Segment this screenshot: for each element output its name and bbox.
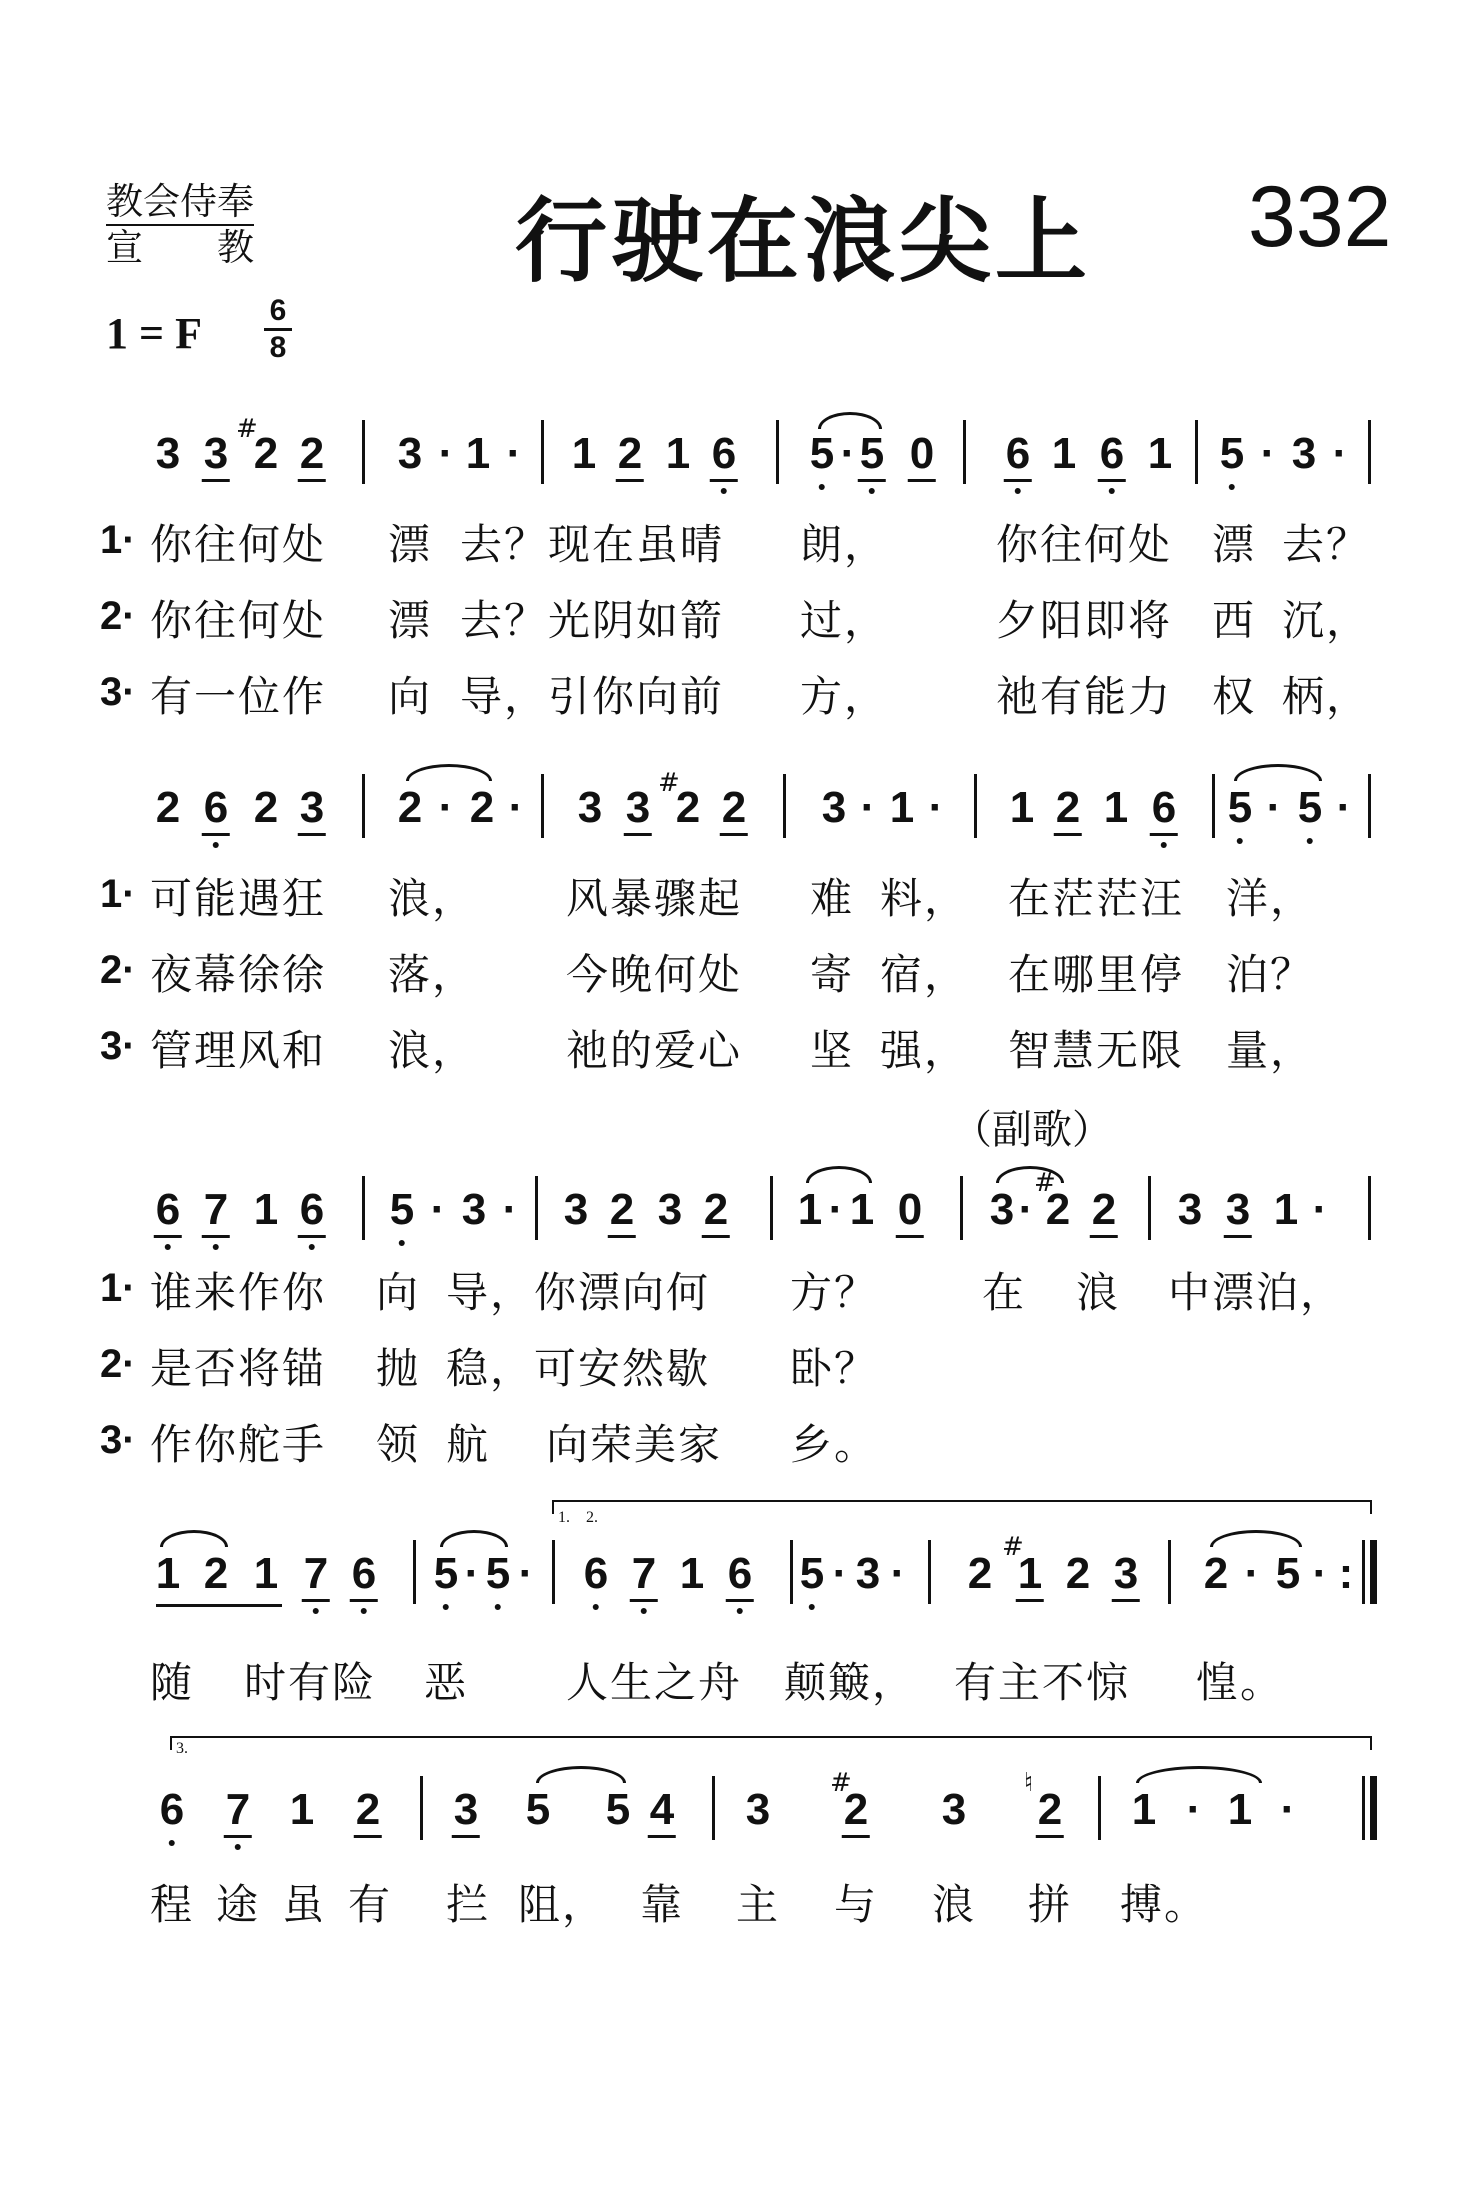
- note: 1: [1147, 429, 1173, 478]
- barline: [552, 1540, 555, 1604]
- lyric: 导，你漂向何: [446, 1268, 711, 1317]
- barline: [1098, 1776, 1101, 1840]
- note: 6: [351, 1549, 377, 1598]
- note: 6: [1099, 429, 1125, 478]
- barline: [1168, 1540, 1171, 1604]
- lyric: 量，: [1226, 1026, 1315, 1075]
- sharp-accidental: #: [830, 1768, 852, 1798]
- lyric: 主: [736, 1880, 781, 1929]
- volta-label: 3.: [176, 1740, 188, 1757]
- note: 3: [657, 1185, 683, 1234]
- note: 3: [989, 1185, 1015, 1234]
- lyric: 漂: [388, 520, 433, 569]
- time-sig-bottom: 8: [269, 331, 287, 364]
- barline: [362, 1176, 365, 1240]
- note: 2: [469, 783, 495, 832]
- lyric: 中漂泊，: [1168, 1268, 1345, 1317]
- note: 1: [253, 1185, 279, 1234]
- verse-number: 1·: [100, 1266, 136, 1310]
- note: 1: [1273, 1185, 1299, 1234]
- lyric: 有一位作: [150, 672, 327, 721]
- chorus-label: （副歌）: [952, 1107, 1112, 1153]
- note: 2: [299, 429, 325, 478]
- note: 2: [721, 783, 747, 832]
- lyric: 难: [810, 874, 855, 923]
- lyric: 抛: [376, 1344, 421, 1393]
- dot: ·: [1244, 1549, 1260, 1598]
- dot: ·: [860, 783, 876, 832]
- note: 5: [1227, 783, 1253, 832]
- note: 5: [1219, 429, 1245, 478]
- verse-number: 2·: [100, 948, 136, 992]
- dot: ·: [1266, 783, 1282, 832]
- note: 5: [389, 1185, 415, 1234]
- lyric: 漂: [1212, 520, 1257, 569]
- dot: ·: [438, 783, 454, 832]
- note: 2: [203, 1549, 229, 1598]
- note: 1: [1051, 429, 1077, 478]
- note: 5: [799, 1549, 825, 1598]
- lyric: 今晚何处: [566, 950, 743, 999]
- barline: [928, 1540, 931, 1604]
- lyric: 你往何处: [150, 596, 327, 645]
- barline: [1148, 1176, 1151, 1240]
- note: 2: [1037, 1785, 1063, 1834]
- tie: [1136, 1766, 1262, 1783]
- dot: ·: [430, 1185, 446, 1234]
- lyric: 向荣美家: [546, 1420, 723, 1469]
- lyric: 颠簸，: [784, 1658, 917, 1707]
- lyric: 料，: [880, 874, 969, 923]
- lyric: 在: [982, 1268, 1027, 1317]
- dot: ·: [464, 1549, 480, 1598]
- note: 1: [849, 1185, 875, 1234]
- lyric: 智慧无限: [1008, 1026, 1185, 1075]
- note: 5: [809, 429, 835, 478]
- category-line-2: 宣 教: [106, 226, 254, 269]
- lyric: 宿，: [880, 950, 969, 999]
- barline: [413, 1540, 416, 1604]
- barline: [776, 420, 779, 484]
- lyric: 靠: [640, 1880, 685, 1929]
- note: 2: [1065, 1549, 1091, 1598]
- dot: ·: [506, 429, 522, 478]
- lyric: 在茫茫汪: [1008, 874, 1185, 923]
- time-sig-top: 6: [269, 294, 287, 327]
- note: 3: [855, 1549, 881, 1598]
- dot: ·: [828, 1185, 844, 1234]
- lyric: 你往何处: [150, 520, 327, 569]
- dot: ·: [502, 1185, 518, 1234]
- note: 2: [617, 429, 643, 478]
- dot: ·: [1312, 1185, 1328, 1234]
- barline: [783, 774, 786, 838]
- dot: ·: [1186, 1785, 1202, 1834]
- note: 2: [155, 783, 181, 832]
- note: 1: [1103, 783, 1129, 832]
- note: 1: [679, 1549, 705, 1598]
- note: 3: [821, 783, 847, 832]
- note: 6: [583, 1549, 609, 1598]
- note: 2: [1055, 783, 1081, 832]
- sharp-accidental: #: [236, 414, 258, 444]
- dot: ·: [840, 429, 856, 478]
- note: 1: [1009, 783, 1035, 832]
- barline: [362, 420, 365, 484]
- note: 3: [745, 1785, 771, 1834]
- note: 5: [485, 1549, 511, 1598]
- note: 3: [625, 783, 651, 832]
- tie: [440, 1530, 508, 1547]
- lyric: 卧？: [790, 1344, 879, 1393]
- lyric: 在哪里停: [1008, 950, 1185, 999]
- lyric: 拼: [1028, 1880, 1073, 1929]
- dot: ·: [1336, 783, 1352, 832]
- lyric: 是否将锚: [150, 1344, 327, 1393]
- note: 2: [703, 1185, 729, 1234]
- dot: ·: [1018, 1185, 1034, 1234]
- final-barline: [1370, 1540, 1377, 1604]
- barline: [712, 1776, 715, 1840]
- barline: [960, 1176, 963, 1240]
- dot: ·: [518, 1549, 534, 1598]
- note: 1: [465, 429, 491, 478]
- barline: [535, 1176, 538, 1240]
- sharp-accidental: #: [658, 768, 680, 798]
- verse-number: 2·: [100, 1342, 136, 1386]
- lyric: 泊？: [1226, 950, 1315, 999]
- note: 6: [299, 1185, 325, 1234]
- final-barline: [1362, 1540, 1365, 1604]
- lyric: 你往何处: [996, 520, 1173, 569]
- note: 2: [355, 1785, 381, 1834]
- barline: [1195, 420, 1198, 484]
- hymn-title: 行驶在浪尖上: [515, 188, 1092, 295]
- lyric: 朗，: [800, 520, 889, 569]
- note: 2: [609, 1185, 635, 1234]
- note: 6: [159, 1785, 185, 1834]
- lyric: 过，: [800, 596, 889, 645]
- lyric: 途: [216, 1880, 261, 1929]
- tie: [1234, 764, 1322, 781]
- hymn-number: 332: [1248, 169, 1392, 265]
- note: 7: [203, 1185, 229, 1234]
- dot: ·: [1312, 1549, 1328, 1598]
- note: 3: [299, 783, 325, 832]
- verse-number: 1·: [100, 872, 136, 916]
- lyric: 权: [1212, 672, 1257, 721]
- note: 1: [253, 1549, 279, 1598]
- barline: [1368, 774, 1371, 838]
- lyric: 阻，: [518, 1880, 607, 1929]
- note: 2: [967, 1549, 993, 1598]
- lyric: 管理风和: [150, 1026, 327, 1075]
- dot: ·: [928, 783, 944, 832]
- lyric: 乡。: [790, 1420, 879, 1469]
- lyric: 作你舵手: [150, 1420, 327, 1469]
- note: 5: [859, 429, 885, 478]
- lyric: 有主不惊: [954, 1658, 1131, 1707]
- note: 2: [253, 429, 279, 478]
- lyric: 随: [150, 1658, 195, 1707]
- note: 6: [155, 1185, 181, 1234]
- lyric: 风暴骤起: [566, 874, 743, 923]
- lyric: 西: [1212, 596, 1257, 645]
- note: 1: [1017, 1549, 1043, 1598]
- note: 5: [433, 1549, 459, 1598]
- lyric: 导，引你向前: [460, 672, 725, 721]
- lyric: 稳，可安然歇: [446, 1344, 711, 1393]
- lyric: 恶: [424, 1658, 469, 1707]
- note: 2: [1091, 1185, 1117, 1234]
- dot: ·: [508, 783, 524, 832]
- note: 3: [1291, 429, 1317, 478]
- note: 5: [525, 1785, 551, 1834]
- note: 3: [397, 429, 423, 478]
- lyric: 与: [834, 1880, 879, 1929]
- lyric: 方？: [790, 1268, 879, 1317]
- final-barline: [1370, 1776, 1377, 1840]
- note: 7: [631, 1549, 657, 1598]
- barline: [963, 420, 966, 484]
- lyric: 方，: [800, 672, 889, 721]
- note: 7: [225, 1785, 251, 1834]
- barline: [362, 774, 365, 838]
- note: 1: [155, 1549, 181, 1598]
- note: 6: [1005, 429, 1031, 478]
- dot: ·: [438, 429, 454, 478]
- lyric: 寄: [810, 950, 855, 999]
- sharp-accidental: #: [1002, 1532, 1024, 1562]
- natural-accidental: ♮: [1024, 1768, 1034, 1798]
- verse-number: 2·: [100, 594, 136, 638]
- note: 1: [289, 1785, 315, 1834]
- lyric: 向: [376, 1268, 421, 1317]
- barline: [1212, 774, 1215, 838]
- note: 1: [665, 429, 691, 478]
- barline: [541, 420, 544, 484]
- beam: [156, 1604, 282, 1607]
- lyric: 搏。: [1120, 1880, 1209, 1929]
- lyric: 时有险: [244, 1658, 377, 1707]
- note: 3: [1113, 1549, 1139, 1598]
- lyric: 程: [150, 1880, 195, 1929]
- note: 2: [1203, 1549, 1229, 1598]
- note: 2: [397, 783, 423, 832]
- note: 1: [1131, 1785, 1157, 1834]
- note: 0: [909, 429, 935, 478]
- lyric: 去？现在虽晴: [460, 520, 725, 569]
- note: 6: [1151, 783, 1177, 832]
- sharp-accidental: #: [1034, 1168, 1056, 1198]
- note: 7: [303, 1549, 329, 1598]
- note: 3: [577, 783, 603, 832]
- note: 1: [571, 429, 597, 478]
- lyric: 谁来作你: [150, 1268, 327, 1317]
- lyric: 去？光阴如箭: [460, 596, 725, 645]
- lyric: 虽: [282, 1880, 327, 1929]
- verse-number: 3·: [100, 1418, 136, 1462]
- note: 5: [1275, 1549, 1301, 1598]
- note: 6: [727, 1549, 753, 1598]
- barline: [1368, 1176, 1371, 1240]
- lyric: 强，: [880, 1026, 969, 1075]
- volta-label: 1. 2.: [558, 1509, 599, 1526]
- note: 6: [203, 783, 229, 832]
- barline: [974, 774, 977, 838]
- dot: ·: [890, 1549, 906, 1598]
- lyric: 夜幕徐徐: [150, 950, 327, 999]
- note: 6: [711, 429, 737, 478]
- note: 3: [453, 1785, 479, 1834]
- barline: [1368, 420, 1371, 484]
- lyric: 人生之舟: [566, 1658, 743, 1707]
- lyric: 航: [446, 1420, 491, 1469]
- note: 5: [605, 1785, 631, 1834]
- category-line-1: 教会侍奉: [106, 180, 254, 226]
- lyric: 坚: [810, 1026, 855, 1075]
- dot: ·: [1280, 1785, 1296, 1834]
- time-signature: [264, 296, 292, 363]
- lyric: 落，: [388, 950, 477, 999]
- lyric: 可能遇狂: [150, 874, 327, 923]
- lyric: 去？: [1282, 520, 1371, 569]
- dot: ·: [1260, 429, 1276, 478]
- repeat-sign: :: [1338, 1549, 1354, 1598]
- note: 3: [461, 1185, 487, 1234]
- note: 0: [897, 1185, 923, 1234]
- note: 3: [1177, 1185, 1203, 1234]
- lyric: 浪: [932, 1880, 977, 1929]
- note: 2: [675, 783, 701, 832]
- lyric: 浪，: [388, 1026, 477, 1075]
- lyric: 拦: [446, 1880, 491, 1929]
- lyric: 领: [376, 1420, 421, 1469]
- tie: [1210, 1530, 1302, 1547]
- note: 3: [563, 1185, 589, 1234]
- note: 3: [203, 429, 229, 478]
- lyric: 祂的爱心: [566, 1026, 743, 1075]
- barline: [770, 1176, 773, 1240]
- verse-number: 3·: [100, 1024, 136, 1068]
- note: 3: [155, 429, 181, 478]
- barline: [420, 1776, 423, 1840]
- category-label: [106, 180, 254, 270]
- tie: [818, 412, 882, 429]
- barline: [541, 774, 544, 838]
- note: 3: [1225, 1185, 1251, 1234]
- note: 5: [1297, 783, 1323, 832]
- lyric: 祂有能力: [996, 672, 1173, 721]
- key-signature: 1 = F: [106, 309, 202, 358]
- note: 3: [941, 1785, 967, 1834]
- lyric: 浪: [1076, 1268, 1121, 1317]
- note: 2: [1045, 1185, 1071, 1234]
- tie: [536, 1766, 626, 1783]
- barline: [790, 1540, 793, 1604]
- lyric: 洋，: [1226, 874, 1315, 923]
- lyric: 夕阳即将: [996, 596, 1173, 645]
- dot: ·: [1332, 429, 1348, 478]
- final-barline: [1362, 1776, 1365, 1840]
- note: 4: [649, 1785, 675, 1834]
- dot: ·: [832, 1549, 848, 1598]
- volta-bracket-3: [170, 1736, 1372, 1750]
- lyric: 浪，: [388, 874, 477, 923]
- note: 2: [253, 783, 279, 832]
- lyric: 向: [388, 672, 433, 721]
- tie: [406, 764, 492, 781]
- tie: [806, 1166, 872, 1183]
- lyric: 漂: [388, 596, 433, 645]
- note: 2: [843, 1785, 869, 1834]
- note: 1: [1227, 1785, 1253, 1834]
- lyric: 有: [348, 1880, 393, 1929]
- note: 1: [797, 1185, 823, 1234]
- lyric: 惶。: [1196, 1658, 1285, 1707]
- verse-number: 1·: [100, 518, 136, 562]
- verse-number: 3·: [100, 670, 136, 714]
- lyric: 沉，: [1282, 596, 1371, 645]
- volta-bracket-1-2: [552, 1500, 1372, 1514]
- note: 1: [889, 783, 915, 832]
- tie: [160, 1530, 228, 1547]
- lyric: 柄，: [1282, 672, 1371, 721]
